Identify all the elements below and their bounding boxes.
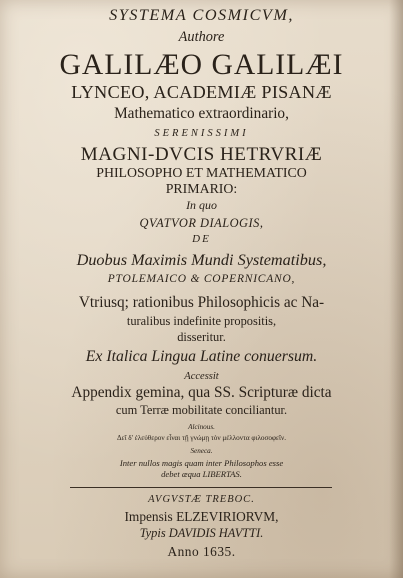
duobus-line: Duobus Maximis Mundi Systematibus, xyxy=(76,251,327,269)
accessit-line: Accessit xyxy=(184,371,219,382)
imprint-divider xyxy=(70,487,332,488)
ex-italica-line: Ex Italica Lingua Latine conuersum. xyxy=(85,348,318,365)
quatuor-dialogis-line: QVATVOR DIALOGIS, xyxy=(139,216,264,230)
vtriusq-line: Vtriusq; rationibus Philosophicis ac Na- xyxy=(78,294,325,311)
ptolemaico-line: PTOLEMAICO & COPERNICANO, xyxy=(107,273,296,285)
magni-ducis-line: MAGNI-DVCIS HETRVRIÆ xyxy=(80,144,323,165)
greek-quote-line: Δεῖ δ' ἐλεύθερον εἶναι τῇ γνώμῃ τὸν μέλλοντα φιλοσοφεῖν. xyxy=(116,434,287,442)
serenissimi-line: SERENISSIMI xyxy=(154,128,249,139)
de-line: DE xyxy=(192,233,211,245)
in-quo-line: In quo xyxy=(186,198,217,212)
primario-line: PRIMARIO: xyxy=(165,181,238,196)
title-systema: SYSTEMA COSMICVM, xyxy=(109,6,294,24)
seneca-line: Seneca. xyxy=(190,447,213,455)
cum-terrae-line: cum Terræ mobilitate conciliantur. xyxy=(115,403,288,417)
turalibus-line: turalibus indefinite propositis, xyxy=(126,314,277,328)
disseritur-line: disseritur. xyxy=(177,330,226,344)
inter-nullos-line: Inter nullos magis quam inter Philosophos esse xyxy=(119,458,284,468)
author-name: GALILÆO GALILÆI xyxy=(59,49,344,81)
alcinous-line: Alcinous. xyxy=(188,423,215,431)
impensis-line: Impensis ELZEVIRIORVM, xyxy=(124,509,279,524)
academy-line: LYNCEO, ACADEMIÆ PISANÆ xyxy=(71,82,332,102)
mathematico-line: Mathematico extraordinario, xyxy=(114,105,289,122)
philosopho-line: PHILOSOPHO ET MATHEMATICO xyxy=(96,165,307,180)
author-label: Authore xyxy=(178,29,225,45)
appendix-line: Appendix gemina, qua SS. Scripturæ dicta xyxy=(71,384,332,401)
debet-libertas-line: debet æqua LIBERTAS. xyxy=(161,469,242,479)
augustae-line: AVGVSTÆ TREBOC. xyxy=(148,494,255,505)
typis-line: Typis DAVIDIS HAVTTI. xyxy=(139,526,264,540)
anno-line: Anno 1635. xyxy=(167,544,236,559)
